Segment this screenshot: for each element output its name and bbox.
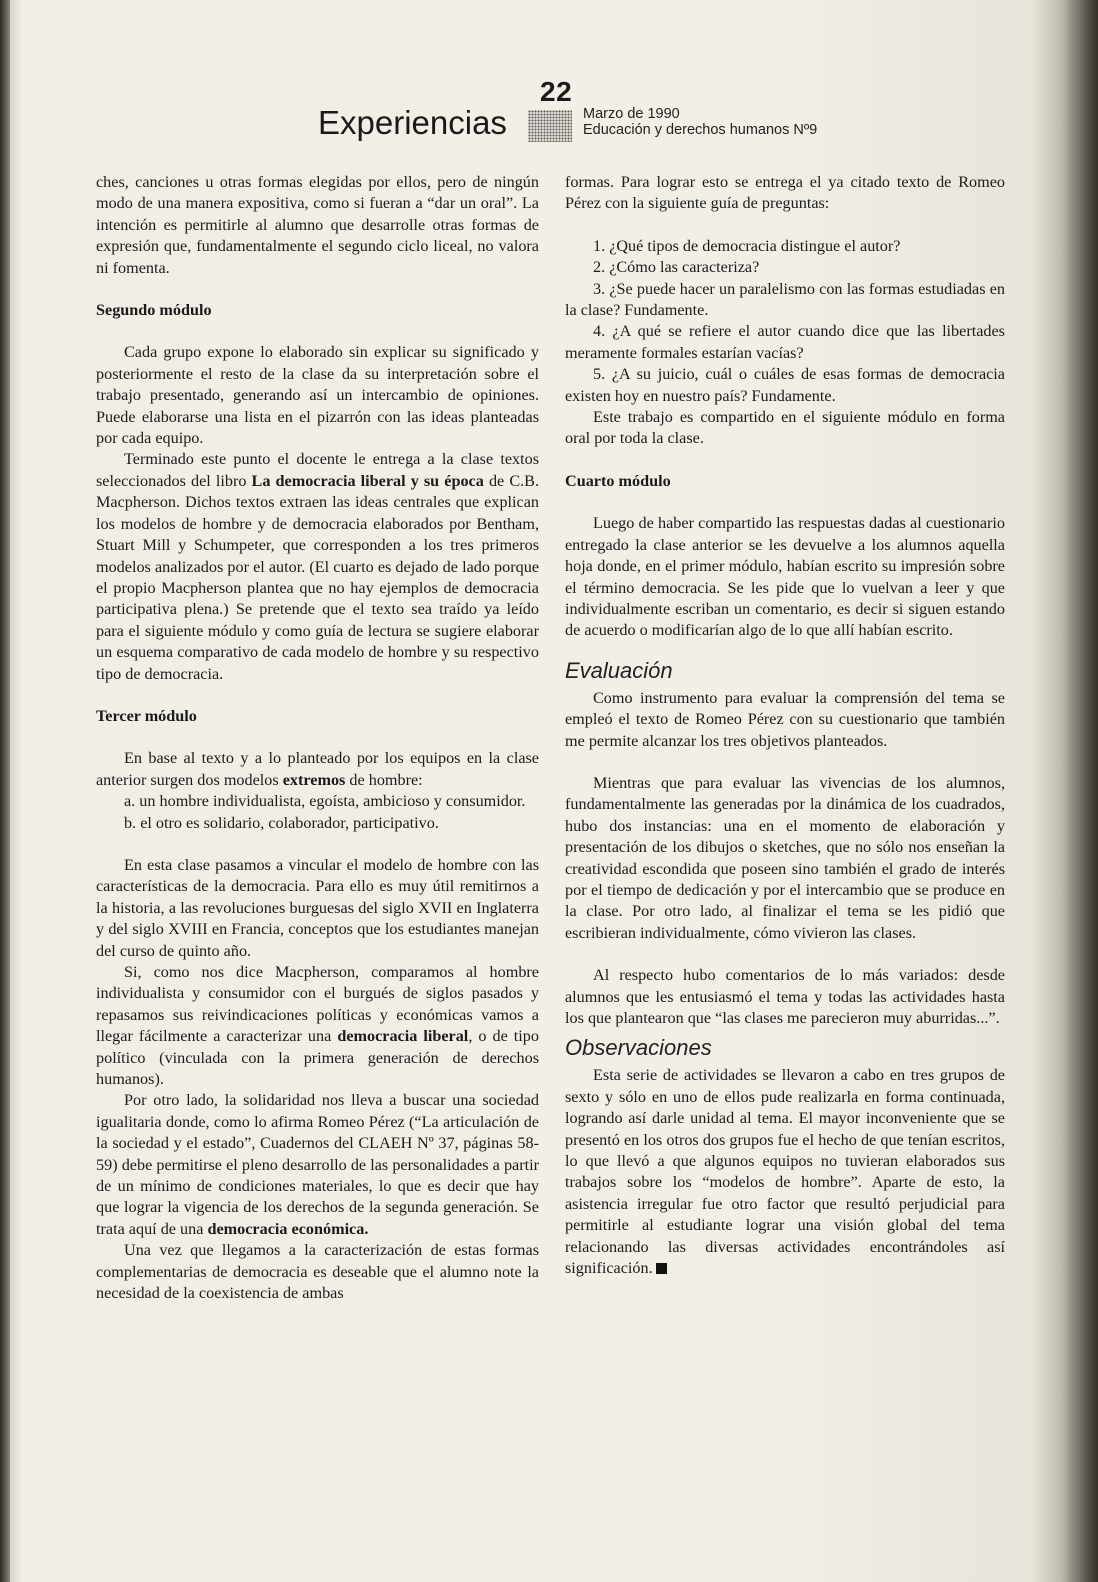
book-title: La democracia liberal y su época [251,471,484,490]
paragraph: Como instrumento para evaluar la comprensión del tema se empleó el texto de Romeo Pérez con su cuestionario que también me permite alcanzar los tres objetivos planteados. [565,688,1005,750]
subheading-tercer-modulo: Tercer módulo [96,706,197,725]
publication-info [583,106,817,138]
paragraph: Terminado este punto el docente le entrega a la clase textos seleccionados del libro La democracia liberal y su época de C.B. Macpherson. Dichos textos extraen las ideas centrales que explican los modelos de hombre y de democracia elaborados por Bentham, Stuart Mill y Schumpeter, que corresponden a los tres primeros modelos analizados por el autor. (El cuarto es dejado de lado porque el propio Macpherson plantea que no hay ejemplos de democracia participativa plena.) Se pretende que el texto sea traído ya leído para el siguiente módulo y como guía de lectura se sugiere elaborar un esquema comparativo de cada modelo de hombre y su respectivo tipo de democracia. [96,450,540,683]
emphasis: democracia liberal [337,1027,469,1046]
paragraph: En base al texto y a lo planteado por los equipos en la clase anterior surgen dos modelos extremos de hombre: [96,749,539,789]
right-column [565,172,1005,1279]
paragraph: Luego de haber compartido las respuestas dadas al cuestionario entregado la clase anterior se les devuelve a los alumnos aquella hoja donde, en el primer módulo, habían escrito su impresión sobre el término democracia. Se les pide que lo vuelvan a leer y que individualmente escriban un comentario, es decir si siguen estando de acuerdo o modificarían algo de lo que allí habían escrito. [565,514,1005,640]
paragraph: Cada grupo expone lo elaborado sin explicar su significado y posteriormente el resto de la clase da su interpretación sobre el trabajo presentado, generando así un intercambio de opiniones. Puede elaborarse una lista en el pizarrón con las ideas planteadas por cada equipo. [96,343,539,448]
paragraph: formas. Para lograr esto se entrega el ya citado texto de Romeo Pérez con la siguiente guía de preguntas: [565,173,1005,213]
paragraph: Este trabajo es compartido en el siguiente módulo en forma oral por toda la clase. [565,408,1005,448]
subheading-cuarto-modulo: Cuarto módulo [565,471,671,490]
paragraph: Al respecto hubo comentarios de lo más variados: desde alumnos que les entusiasmó el tema y todas las actividades hasta los que plantearon que “las clases me parecieron muy aburridas...”. [565,966,1005,1027]
list-item: b. el otro es solidario, colaborador, participativo. [124,813,439,832]
section-heading-evaluacion: Evaluación [565,657,673,683]
list-item: a. un hombre individualista, egoísta, ambicioso y consumidor. [124,792,526,811]
paragraph: En esta clase pasamos a vincular el modelo de hombre con las características de la democracia. Para ello es muy útil remitirnos a la historia, a las revoluciones burguesas del siglo XVII en Inglaterra y del siglo XVIII en Francia, conceptos que los estudiantes manejan del curso de quinto año. [96,855,539,960]
page-number: 22 [540,76,573,107]
page-binding-edge [0,0,10,1582]
question-list [565,236,1005,407]
subheading-segundo-modulo: Segundo módulo [96,301,212,320]
list-item: 3. ¿Se puede hacer un paralelismo con las formas estudiadas en la clase? Fundamente. [565,279,1005,320]
paragraph: Una vez que llegamos a la caracterización de estas formas complementarias de democracia es deseable que el alumno note la necesidad de la coexistencia de ambas [96,1241,539,1303]
halftone-block [528,110,572,142]
paragraph: Mientras que para evaluar las vivencias de los alumnos, fundamentalmente las generadas por la dinámica de los cuadrados, hubo dos instancias: una en el momento de elaboración y presentación de los dibujos o sketches, que no sólo nos enseñan la creatividad escondida que poseen sino también el grado de interés por el tiempo de dedicación y por el intercambio que se produce en la clase. Por otro lado, al finalizar el tema se les pidió que escribieran individualmente, cómo vivieron las clases. [565,773,1005,942]
section-name: Experiencias [318,104,507,141]
section-heading-observaciones: Observaciones [565,1035,712,1061]
emphasis: extremos [282,770,346,789]
publication-title: Educación y derechos humanos Nº9 [583,122,818,138]
page-edge-shadow [1062,0,1098,1582]
list-item: 4. ¿A qué se refiere el autor cuando dice que las libertades meramente formales estarían vacías? [565,322,1005,362]
running-header [300,74,820,144]
paragraph: Si, como nos dice Macpherson, comparamos al hombre individualista y consumidor con el burgués de siglos pasados y repasamos sus reivindicaciones políticas y económicas vamos a llegar fácilmente a caracterizar una democracia liberal, o de tipo político (vinculada con la primera generación de derechos humanos). [96,963,539,1089]
model-list [96,791,539,834]
paragraph: ches, canciones u otras formas elegidas por ellos, pero de ningún modo de una manera expositiva, como si fueran a “dar un oral”. La intención es permitirle al alumno que desarrolle otras formas de expresión que, fundamentalmente el segundo ciclo liceal, no valora ni fomenta. [96,173,539,277]
issue-date: Marzo de 1990 [583,106,680,122]
left-column [96,172,539,1305]
end-of-article-icon [656,1263,667,1274]
list-item: 1. ¿Qué tipos de democracia distingue el autor? [593,236,901,255]
list-item: 2. ¿Cómo las caracteriza? [593,258,760,277]
paragraph: Esta serie de actividades se llevaron a cabo en tres grupos de sexto y sólo en uno de ellos pude realizarla en forma continuada, logrando así darle unidad al tema. El mayor inconveniente que se presentó en los otros dos grupos fue el hecho de que tenían escritos, lo que llevó a que algunos equipos no tuvieran elaborados sus trabajos sobre los “modelos de hombre”. Aparte de esto, la asistencia irregular fue otro factor que resultó perjudicial para permitirle al estudiante lograr una visión global del tema relacionando las diversas actividades encontrándoles así significación. [565,1066,1005,1278]
emphasis: democracia económica. [207,1219,369,1238]
list-item: 5. ¿A su juicio, cuál o cuáles de esas formas de democracia existen hoy en nuestro país? Fundamente. [565,365,1005,405]
paragraph: Por otro lado, la solidaridad nos lleva a buscar una sociedad igualitaria donde, como lo afirma Romeo Pérez (“La articulación de la sociedad y el estado”, Cuadernos del CLAEH Nº 37, páginas 58-59) debe permitirse el pleno desarrollo de las personalidades a partir de un mínimo de condiciones materiales, lo que es decir que hay que lograr la vigencia de los derechos de la segunda generación. Se trata aquí de una democracia económica. [96,1091,539,1238]
